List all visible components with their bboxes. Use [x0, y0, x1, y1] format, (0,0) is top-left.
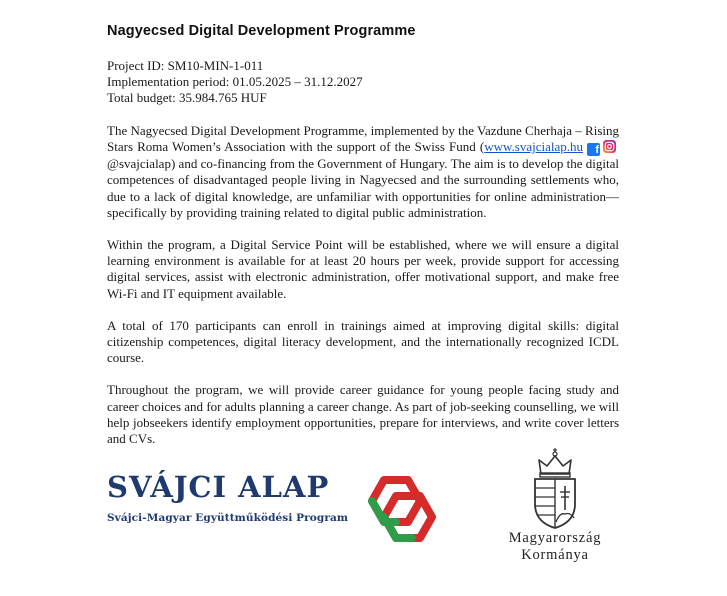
- government-name-line2: Kormánya: [521, 547, 589, 563]
- implementation-period: Implementation period: 01.05.2025 – 31.12.2027: [107, 74, 363, 89]
- document-body: [107, 123, 619, 463]
- swiss-fund-title: SVÁJCI ALAP: [107, 470, 330, 504]
- svajcialap-link[interactable]: www.svajcialap.hu: [484, 139, 583, 155]
- paragraph-career-guidance: Throughout the program, we will provide career guidance for young people facing study and career choices and for adults planning a career change. As part of job-seeking counselling, we will help jobseekers identify employment opportunities, prepare for interviews, and write cover letters and CVs.: [107, 382, 619, 447]
- swiss-fund-logo: [107, 470, 347, 524]
- intro-text-start: The Nagyecsed Digital Development Programme, implemented by the Vazdune Cherhaja – Rising Stars Roma Women’s Association with the support of the Swiss Fund (: [107, 123, 619, 155]
- paragraph-intro: [107, 123, 619, 221]
- project-id: Project ID: SM10-MIN-1-011: [107, 58, 264, 73]
- paragraph-participants: A total of 170 participants can enroll in trainings aimed at improving digital skills: digital citizenship competences, digital literacy development, and the internationally recognized ICDL course.: [107, 317, 619, 366]
- intro-text-end: @svajcialap) and co-financing from the Government of Hungary. The aim is to develop the digital competences of disadvantaged people living in Nagyecsed and the surrounding settlements who, due to a lack of digital knowledge, are unfamiliar with opportunities for online administration—specifically by providing training related to digital public administration.: [107, 156, 619, 220]
- paragraph-service-point: Within the program, a Digital Service Point will be established, where we will ensure a digital learning environment is available for at least 20 hours per week, provide support for accessing digital services, assist with electronic administration, offer motivational support, and make free Wi-Fi and IT equipment available.: [107, 237, 619, 301]
- total-budget: Total budget: 35.984.765 HUF: [107, 90, 267, 105]
- hungarian-coat-of-arms-icon: [527, 446, 583, 530]
- swiss-hungarian-hexagon-icon: [362, 474, 440, 544]
- document-title: Nagyecsed Digital Development Programme: [107, 23, 416, 39]
- government-name-line1: Magyarország: [508, 530, 602, 546]
- swiss-fund-subtitle: Svájci-Magyar Együttműködési Program: [107, 512, 349, 524]
- facebook-icon[interactable]: f: [587, 143, 600, 156]
- instagram-icon[interactable]: [603, 140, 616, 153]
- project-meta: [107, 58, 363, 106]
- hungarian-government-logo: [490, 446, 620, 564]
